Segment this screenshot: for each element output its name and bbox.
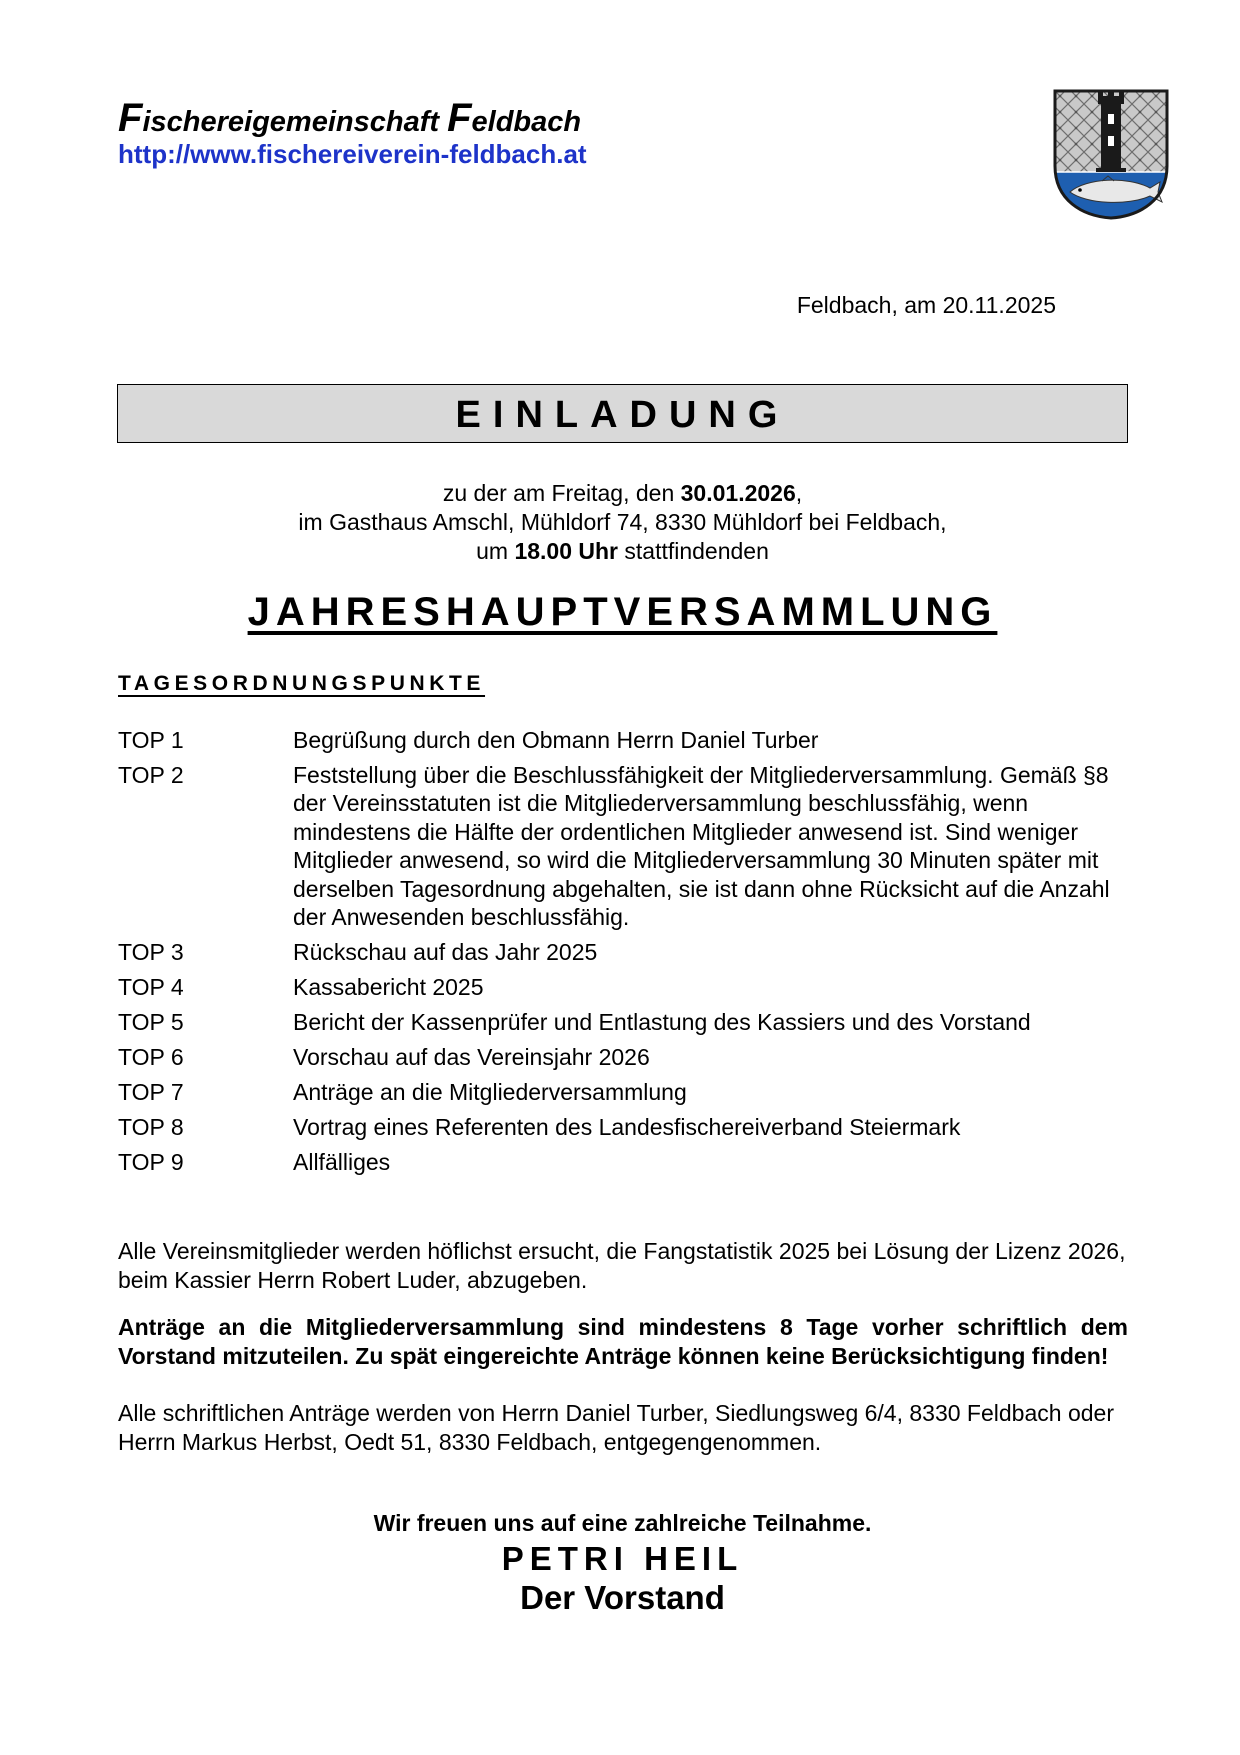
agenda-item-text: Begrüßung durch den Obmann Herrn Daniel Turber — [293, 727, 819, 753]
agenda-item-label: TOP 6 — [118, 1043, 184, 1070]
agenda-item — [118, 938, 1128, 967]
website-link[interactable]: http://www.fischereiverein-feldbach.at — [118, 139, 587, 169]
agenda-item-label: TOP 4 — [118, 974, 184, 1001]
agenda-item-label: TOP 8 — [118, 1113, 184, 1140]
agenda-item-label: TOP 1 — [118, 727, 184, 753]
agenda-item — [118, 761, 1128, 932]
greeting: PETRI HEIL — [501, 1540, 744, 1577]
agenda-item-text: Allfälliges — [293, 1148, 391, 1175]
agenda-item-label: TOP 7 — [118, 1078, 184, 1105]
closing-line: Wir freuen uns auf eine zahlreiche Teilnahme. — [373, 1510, 872, 1536]
motions-recipients-notice: Alle schriftlichen Anträge werden von Herrn Daniel Turber, Siedlungsweg 6/4, 8330 Feldbach oder Herrn Markus Herbst, Oedt 51, 8330 Feldbach, entgegengenommen. — [118, 1400, 1114, 1455]
agenda-item-text: Rückschau auf das Jahr 2025 — [293, 939, 598, 966]
agenda-item-text: Vortrag eines Referenten des Landesfischereiverband Steiermark — [293, 1113, 961, 1140]
agenda-item — [118, 1148, 1128, 1177]
meeting-location-line: im Gasthaus Amschl, Mühldorf 74, 8330 Mühldorf bei Feldbach, — [298, 509, 947, 535]
agenda-item — [118, 973, 1128, 1002]
meeting-time-line: um 18.00 Uhr stattfindenden — [476, 538, 769, 564]
agenda-item — [118, 1078, 1128, 1107]
agenda-heading: TAGESORDNUNGSPUNKTE — [118, 672, 486, 695]
coat-of-arms-icon — [1052, 88, 1170, 220]
agenda-item-text: Feststellung über die Beschlussfähigkeit der Mitgliederversammlung. Gemäß §8 der Vereinsstatuten ist die Mitgliederversammlung beschlussfähig, wenn mindestens die Hälfte der ordentlichen Mitglieder anwesend ist. Sind weniger Mitglieder anwesend, so wird die Mitgliederversammlung 30 Minuten später mit derselben Tagesordnung abgehalten, sie ist dann ohne Rücksicht auf die Anzahl der Anwesenden beschlussfähig. — [293, 761, 1110, 931]
catch-statistics-notice: Alle Vereinsmitglieder werden höflichst ersucht, die Fangstatistik 2025 bei Lösung der Lizenz 2026, beim Kassier Herrn Robert Luder, abzugeben. — [118, 1238, 1126, 1293]
agenda-item — [118, 1043, 1128, 1072]
invitation-title: EINLADUNG — [455, 394, 790, 436]
organization-name: Fischereigemeinschaft Feldbach — [118, 96, 582, 140]
agenda-item-text: Kassabericht 2025 — [293, 974, 484, 1001]
agenda-item-text: Anträge an die Mitgliederversammlung — [293, 1078, 687, 1105]
meeting-date-line: zu der am Freitag, den 30.01.2026, — [442, 480, 803, 506]
agenda-item — [118, 1113, 1128, 1142]
agenda-item-label: TOP 5 — [118, 1009, 184, 1036]
agenda-item-label: TOP 3 — [118, 939, 184, 966]
motions-deadline-notice: Anträge an die Mitgliederversammlung sind mindestens 8 Tage vorher schriftlich dem Vorstand mitzuteilen. Zu spät eingereichte Anträge können keine Berücksichtigung finden! — [118, 1314, 1128, 1369]
agenda-list — [118, 726, 1128, 1183]
agenda-item — [118, 1008, 1128, 1037]
agenda-item-label: TOP 9 — [118, 1148, 184, 1175]
agenda-item-text: Bericht der Kassenprüfer und Entlastung des Kassiers und des Vorstand — [293, 1009, 1031, 1036]
main-heading: JAHRESHAUPTVERSAMMLUNG — [247, 590, 998, 634]
date-line: Feldbach, am 20.11.2025 — [796, 292, 1056, 318]
meeting-details — [117, 479, 1128, 566]
signature: Der Vorstand — [520, 1579, 725, 1616]
agenda-item-label: TOP 2 — [118, 761, 184, 788]
agenda-item-text: Vorschau auf das Vereinsjahr 2026 — [293, 1043, 650, 1070]
agenda-item — [118, 726, 1128, 755]
